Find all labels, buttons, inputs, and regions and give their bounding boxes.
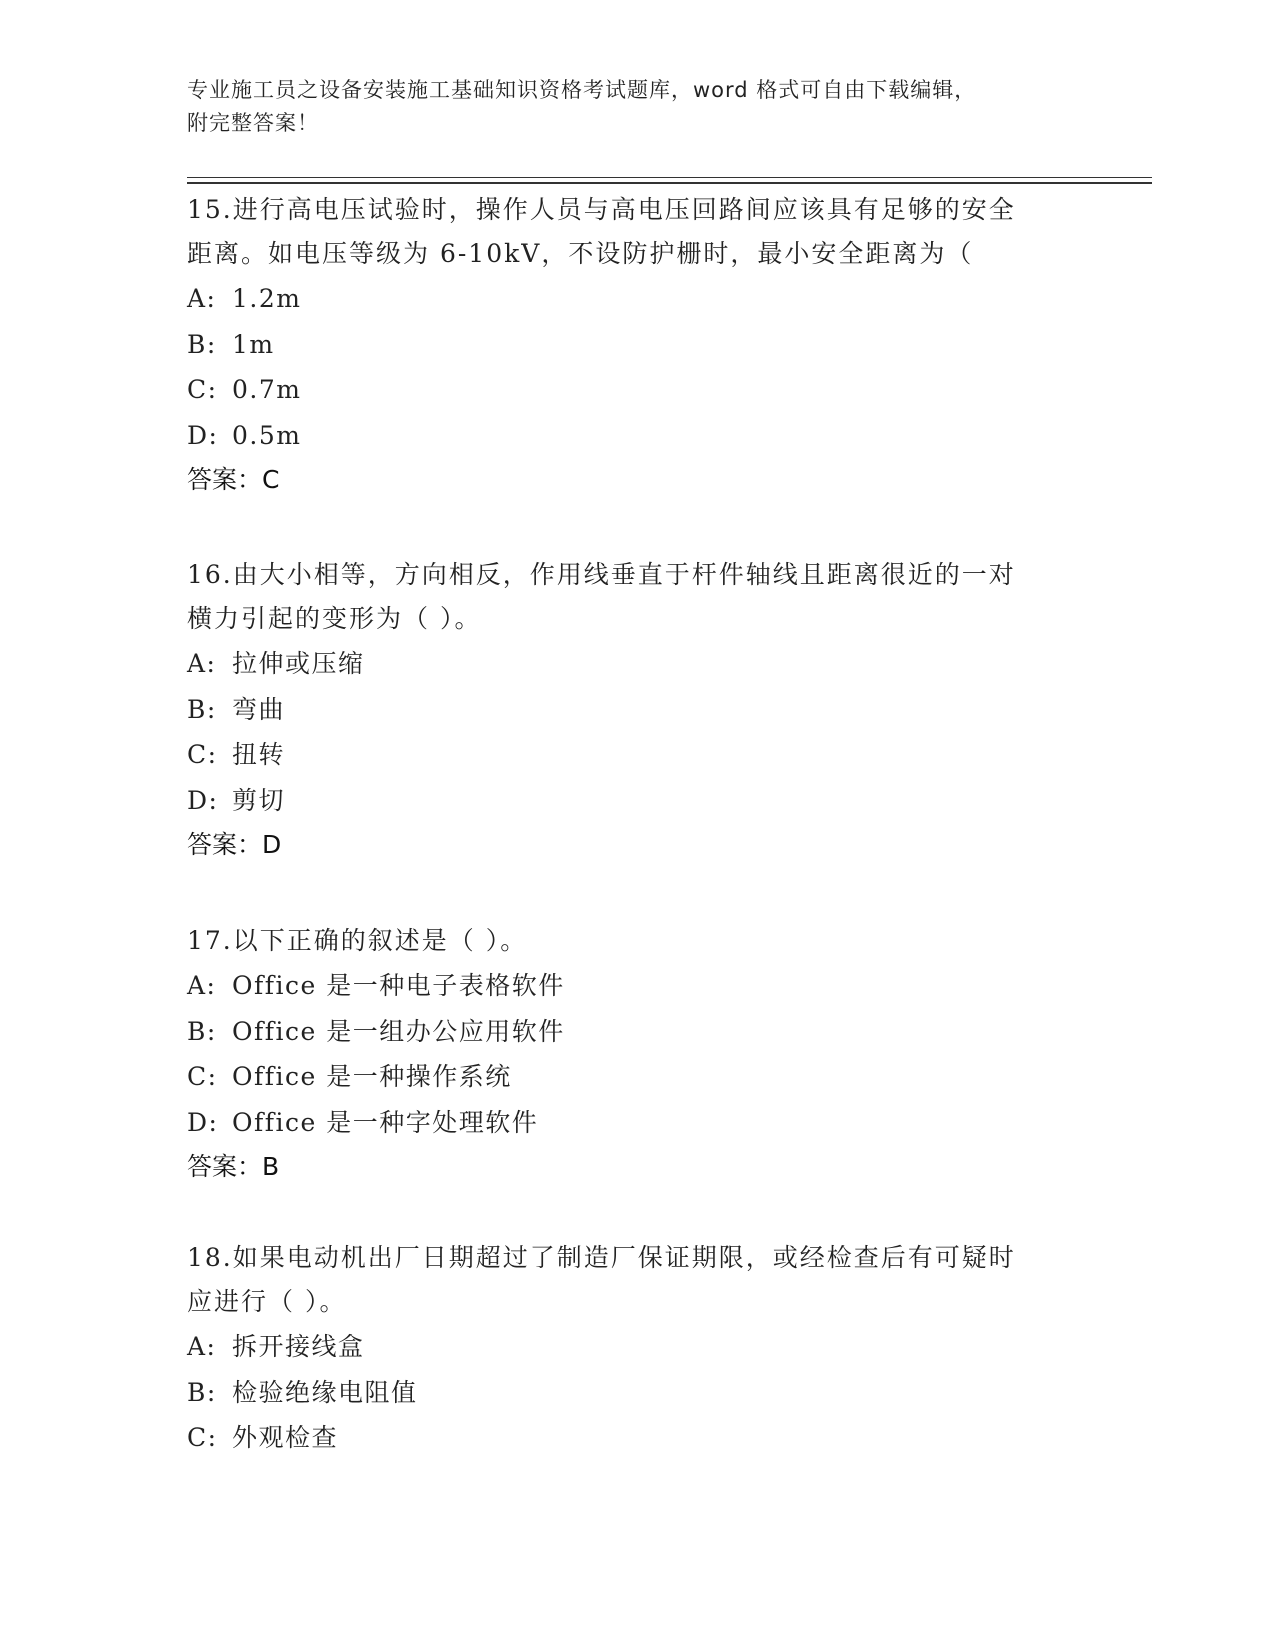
option-text: Office 是一种电子表格软件 (232, 971, 565, 1000)
option-text: 弯曲 (232, 694, 286, 724)
option-text: 检验绝缘电阻值 (232, 1377, 418, 1407)
question-stem-line: 距离。如电压等级为 6-10kV，不设防护栅时，最小安全距离为（ (187, 239, 974, 268)
answer-line: 答案：B (187, 1152, 280, 1181)
answer-line: 答案：D (187, 830, 282, 859)
option-text: 拆开接线盒 (232, 1332, 365, 1361)
header-line-1: 专业施工员之设备安装施工基础知识资格考试题库，word 格式可自由下载编辑， (187, 78, 977, 102)
option-key: A: (187, 284, 217, 313)
question-stem-line: 应进行（ ）。 (187, 1287, 347, 1316)
question-stem-line: 16.由大小相等，方向相反，作用线垂直于杆件轴线且距离很近的一对 (187, 560, 1016, 589)
question-stem-line: 横力引起的变形为（ ）。 (187, 604, 482, 633)
question-16 (187, 553, 1087, 867)
question-17 (187, 919, 1087, 1189)
option-key: B: (187, 694, 217, 724)
option-key: C: (187, 740, 218, 769)
question-18 (187, 1236, 1087, 1461)
answer-line: 答案：C (187, 465, 280, 494)
option-key: A: (187, 1332, 217, 1361)
option-d (187, 413, 1087, 459)
option-key: D: (187, 420, 219, 450)
header-line-2: 附完整答案！ (187, 111, 319, 135)
question-stem-line: 18.如果电动机出厂日期超过了制造厂保证期限，或经检查后有可疑时 (187, 1243, 1016, 1272)
option-text: 0.7m (232, 375, 302, 404)
option-d (187, 1100, 1087, 1146)
option-key: B: (187, 329, 217, 359)
option-c (187, 1415, 1087, 1461)
option-b (187, 322, 1087, 368)
option-c (187, 367, 1087, 413)
option-key: C: (187, 375, 218, 404)
option-key: A: (187, 971, 217, 1000)
option-c (187, 732, 1087, 778)
option-text: 外观检查 (232, 1423, 339, 1452)
option-d (187, 778, 1087, 824)
option-key: C: (187, 1423, 218, 1452)
option-text: 拉伸或压缩 (232, 649, 365, 678)
option-text: 1m (232, 329, 275, 359)
option-key: B: (187, 1377, 217, 1407)
option-text: 扭转 (232, 740, 286, 769)
document-header (187, 74, 1087, 140)
option-c (187, 1054, 1087, 1100)
option-text: Office 是一种操作系统 (232, 1062, 512, 1091)
option-key: D: (187, 785, 219, 815)
option-text: 1.2m (232, 284, 302, 313)
header-divider-thin (187, 177, 1152, 178)
option-text: 剪切 (232, 785, 286, 815)
option-a (187, 1324, 1087, 1370)
option-text: Office 是一组办公应用软件 (232, 1016, 565, 1046)
option-b (187, 1370, 1087, 1416)
option-text: 0.5m (232, 420, 302, 450)
header-divider-thick (187, 182, 1152, 184)
option-b (187, 1009, 1087, 1055)
option-key: D: (187, 1107, 219, 1137)
question-15 (187, 188, 1087, 502)
option-key: C: (187, 1062, 218, 1091)
option-text: Office 是一种字处理软件 (232, 1107, 539, 1137)
option-a (187, 276, 1087, 322)
option-b (187, 687, 1087, 733)
option-key: B: (187, 1016, 217, 1046)
question-stem-line: 15.进行高电压试验时，操作人员与高电压回路间应该具有足够的安全 (187, 195, 1016, 224)
option-a (187, 641, 1087, 687)
option-key: A: (187, 649, 217, 678)
question-stem-line: 17.以下正确的叙述是（ ）。 (187, 926, 528, 955)
option-a (187, 963, 1087, 1009)
